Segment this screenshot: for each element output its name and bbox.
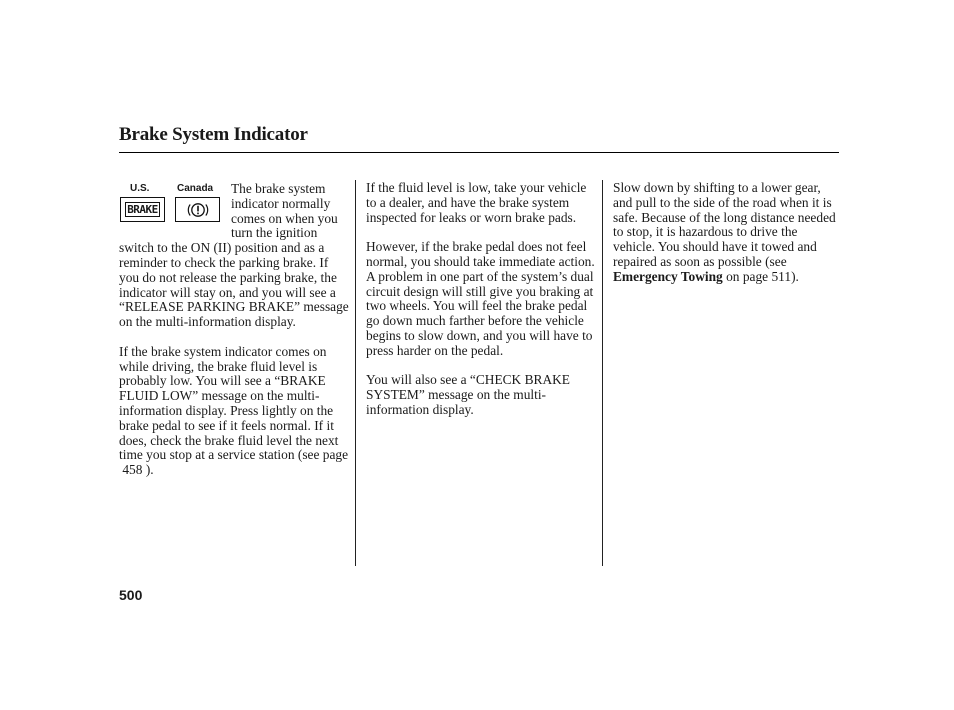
paragraph-1-1: The brake system indicator normally comes on when you turn the ignition switch to the ON (II) position and as a reminder to check the parking brake. If you do not release the parking brake, the indicator will stay on, and you will see a “RELEASE PARKING BRAKE” message on the multi-information display. (119, 181, 349, 330)
brake-symbol-text: BRAKE (127, 203, 158, 216)
paragraph-3-1 (613, 181, 839, 285)
us-label: U.S. (130, 183, 150, 194)
emergency-towing-link[interactable]: Emergency Towing (613, 268, 723, 284)
paragraph-2-1: If the fluid level is low, take your vehicle to a dealer, and have the brake system inspected for leaks or worn brake pads. (366, 180, 587, 225)
column-2 (366, 181, 596, 418)
column-1 (119, 182, 349, 478)
circle-exclamation-icon (175, 197, 220, 222)
canada-label: Canada (177, 183, 214, 194)
page-ref-458[interactable]: 458 (122, 462, 143, 478)
paragraph-3-1-mid: on page (726, 268, 769, 284)
column-divider-1 (355, 180, 356, 566)
column-3 (613, 181, 839, 285)
page-ref-511[interactable]: 511 (771, 268, 792, 284)
paragraph-2-3: You will also see a “CHECK BRAKE SYSTEM” message on the multi-information display. (366, 372, 570, 417)
paragraph-3-1-end: ). (791, 268, 799, 284)
brake-indicator-symbols (119, 182, 231, 234)
column-divider-2 (602, 180, 603, 566)
brake-indicator-icon (120, 197, 165, 222)
paragraph-1-2-end: ). (145, 462, 154, 478)
paragraph-1-2-text: If the brake system indicator comes on while driving, the brake fluid level is probably low. You will see a “BRAKE FLUID LOW” message on the multi-information display. Press lightly on the brake pedal to see if it feels normal. If it does, check the brake fluid level the next time you stop at a service station (see page (119, 343, 349, 463)
title-rule (119, 152, 839, 153)
page-number: 500 (119, 587, 143, 603)
paragraph-1-2 (119, 345, 349, 478)
paragraph-2-2: However, if the brake pedal does not feel normal, you should take immediate action. A problem in one part of the system’s dual circuit design will still give you braking at two wheels. You will feel the brake pedal go down much farther before the vehicle begins to slow down, and you will have to press harder on the pedal. (366, 239, 595, 358)
paragraph-3-1-text: Slow down by shifting to a lower gear, and pull to the side of the road when it is safe. Because of the long distance needed to stop, it is hazardous to drive the vehicle. You should have it towed and repaired as soon as possible (see (613, 180, 836, 269)
page-title: Brake System Indicator (119, 124, 308, 145)
